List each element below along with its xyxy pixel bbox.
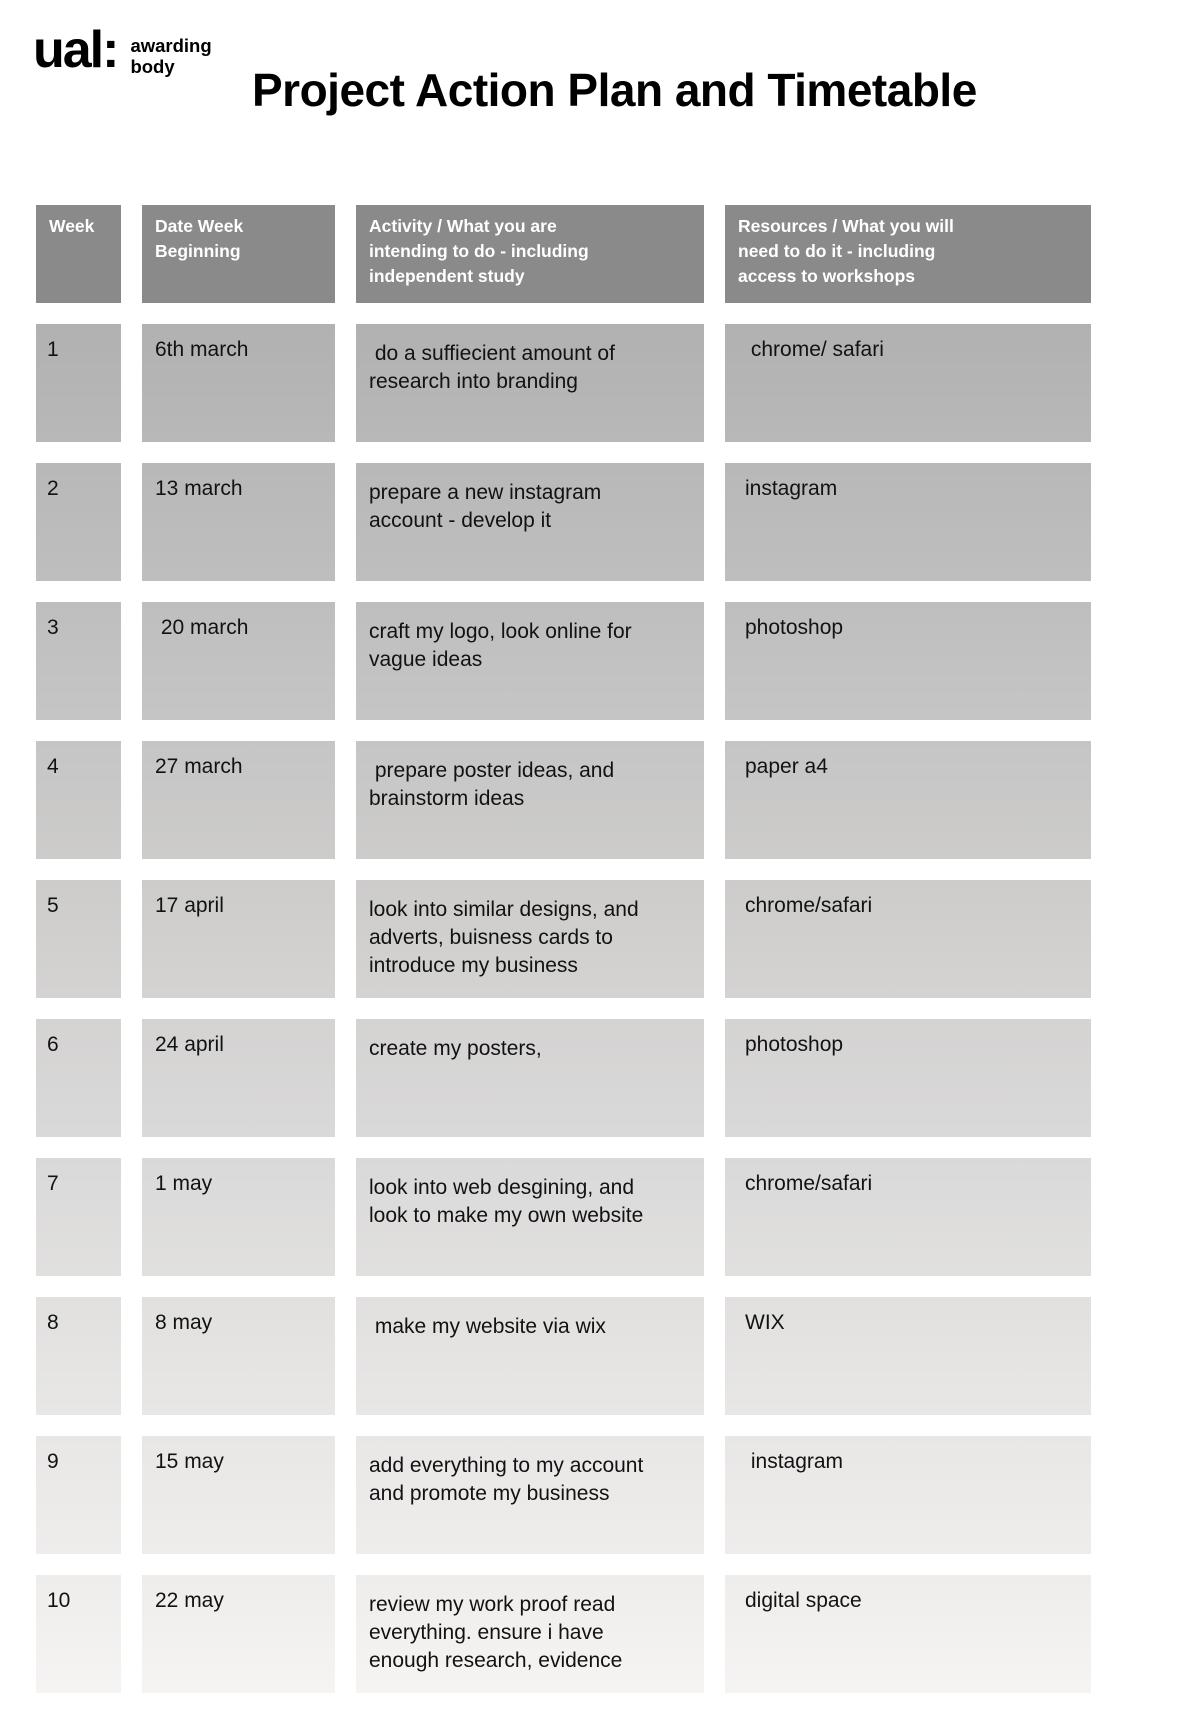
week-cell-week-8: 8 xyxy=(36,1297,121,1415)
week-cell-week-10: 10 xyxy=(36,1575,121,1693)
date-cell-week-7: 1 may xyxy=(142,1158,335,1276)
date-cell-week-9: 15 may xyxy=(142,1436,335,1554)
date-cell-week-6: 24 april xyxy=(142,1019,335,1137)
date-cell-week-3: 20 march xyxy=(142,602,335,720)
resources-cell-week-8: WIX xyxy=(725,1297,1091,1415)
resources-cell-week-1: chrome/ safari xyxy=(725,324,1091,442)
resources-cell-week-6: photoshop xyxy=(725,1019,1091,1137)
resources-cell-week-2: instagram xyxy=(725,463,1091,581)
week-cell-week-1: 1 xyxy=(36,324,121,442)
week-cell-week-2: 2 xyxy=(36,463,121,581)
ual-logo xyxy=(33,21,212,79)
resources-cell-week-3: photoshop xyxy=(725,602,1091,720)
column-header-week-label: Week xyxy=(49,216,95,236)
week-cell-week-9: 9 xyxy=(36,1436,121,1554)
week-cell-week-6: 6 xyxy=(36,1019,121,1137)
resources-cell-week-7: chrome/safari xyxy=(725,1158,1091,1276)
date-cell-week-1: 6th march xyxy=(142,324,335,442)
column-header-activity-label: Activity / What you are intending to do - including independent study xyxy=(369,216,589,286)
activity-cell-week-1: do a suffiecient amount of research into branding xyxy=(356,324,704,442)
column-header-resources xyxy=(725,205,1091,303)
activity-cell-week-8: make my website via wix xyxy=(356,1297,704,1415)
column-header-resources-label: Resources / What you will need to do it - including access to workshops xyxy=(738,216,954,286)
resources-cell-week-10: digital space xyxy=(725,1575,1091,1693)
column-header-date xyxy=(142,205,335,303)
action-plan-table xyxy=(36,205,1091,1693)
date-cell-week-10: 22 may xyxy=(142,1575,335,1693)
ual-logo-tagline-line2: body xyxy=(130,55,175,77)
resources-cell-week-4: paper a4 xyxy=(725,741,1091,859)
resources-cell-week-5: chrome/safari xyxy=(725,880,1091,998)
ual-logo-tagline xyxy=(130,26,211,77)
column-header-date-label: Date Week Beginning xyxy=(155,216,244,261)
activity-cell-week-5: look into similar designs, and adverts, buisness cards to introduce my business xyxy=(356,880,704,998)
activity-cell-week-9: add everything to my account and promote my business xyxy=(356,1436,704,1554)
activity-cell-week-3: craft my logo, look online for vague ideas xyxy=(356,602,704,720)
week-cell-week-5: 5 xyxy=(36,880,121,998)
week-cell-week-3: 3 xyxy=(36,602,121,720)
date-cell-week-8: 8 may xyxy=(142,1297,335,1415)
resources-cell-week-9: instagram xyxy=(725,1436,1091,1554)
ual-logo-text: ual: xyxy=(33,21,118,79)
activity-cell-week-6: create my posters, xyxy=(356,1019,704,1137)
activity-cell-week-2: prepare a new instagram account - develop it xyxy=(356,463,704,581)
date-cell-week-4: 27 march xyxy=(142,741,335,859)
week-cell-week-7: 7 xyxy=(36,1158,121,1276)
date-cell-week-2: 13 march xyxy=(142,463,335,581)
column-header-week xyxy=(36,205,121,303)
activity-cell-week-7: look into web desgining, and look to make my own website xyxy=(356,1158,704,1276)
column-header-activity xyxy=(356,205,704,303)
ual-logo-tagline-line1: awarding xyxy=(130,35,212,56)
date-cell-week-5: 17 april xyxy=(142,880,335,998)
activity-cell-week-4: prepare poster ideas, and brainstorm ideas xyxy=(356,741,704,859)
week-cell-week-4: 4 xyxy=(36,741,121,859)
page-title: Project Action Plan and Timetable xyxy=(252,64,977,116)
activity-cell-week-10: review my work proof read everything. ensure i have enough research, evidence xyxy=(356,1575,704,1693)
